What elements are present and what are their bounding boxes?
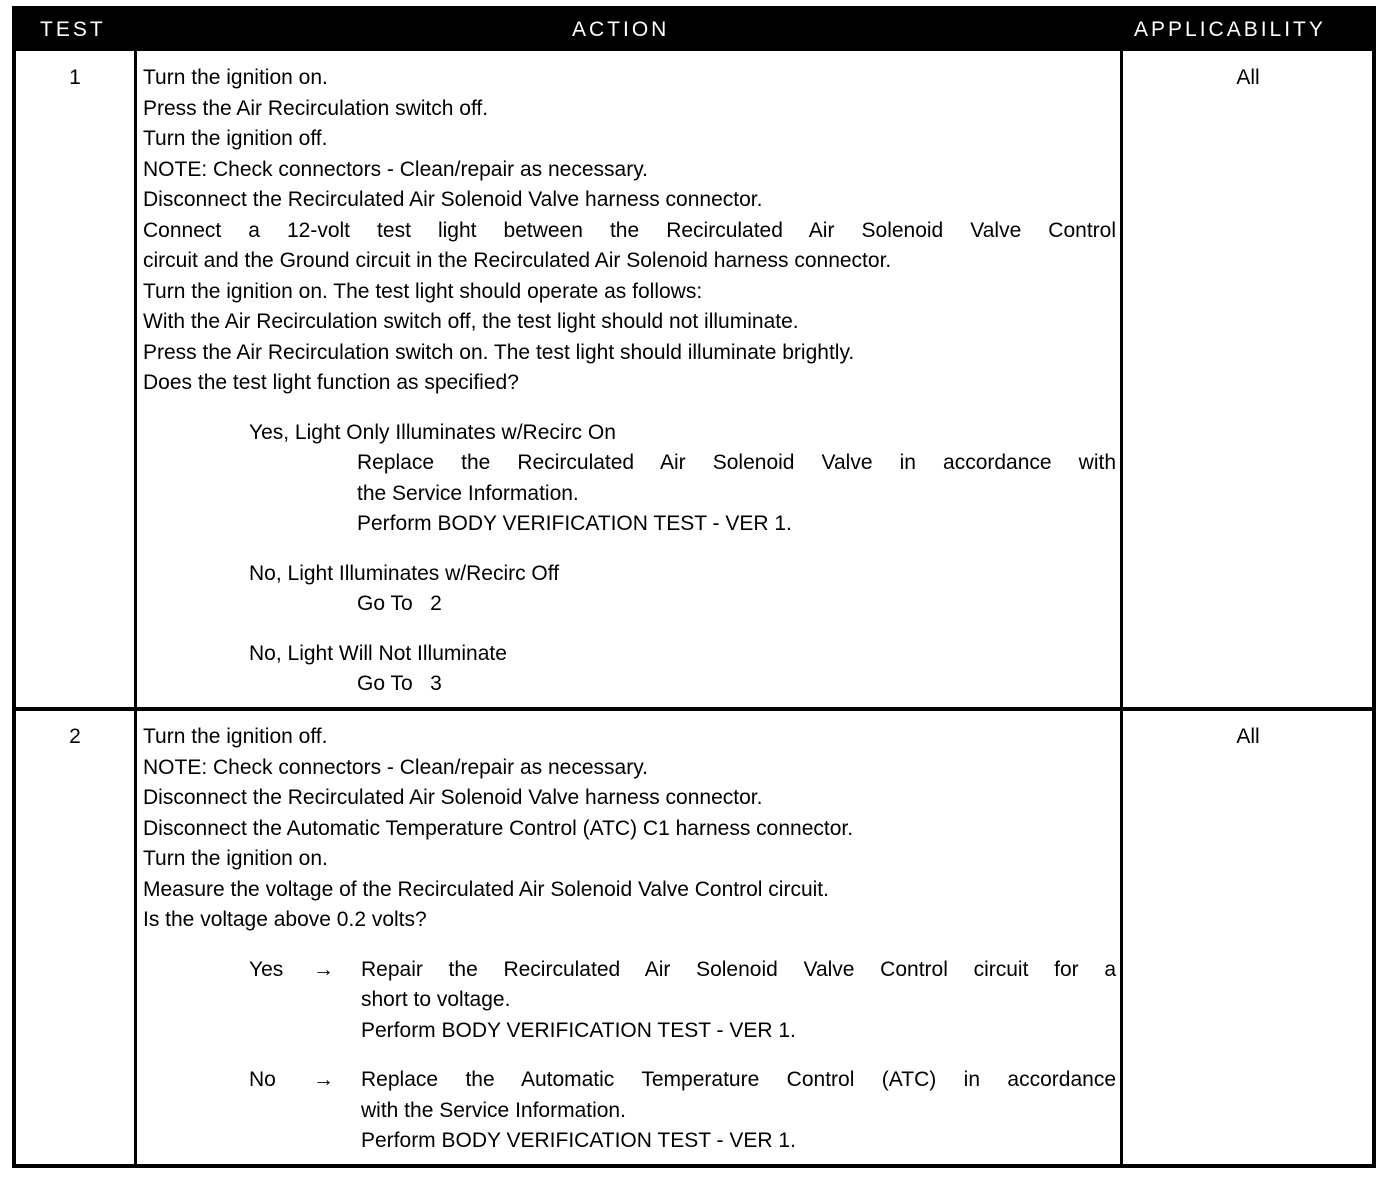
action-step: Does the test light function as specified? [143,371,519,394]
action-step: NOTE: Check connectors - Clean/repair as necessary. [143,755,648,779]
header-applicability: APPLICABILITY [1134,18,1326,41]
action-step: Turn the ignition on. [143,847,328,870]
applicability-value: All [1236,725,1260,748]
result-instruction: Replace the Recirculated Air Solenoid Valve in accordance with [357,451,1116,474]
result-row [143,1065,1116,1096]
result-option [143,639,1116,700]
result-label: No [249,1068,276,1091]
result-label: Yes, Light Only Illuminates w/Recirc On [249,420,616,444]
action-step: Connect a 12-volt test light between the Recirculated Air Solenoid Valve Control [143,218,1116,242]
action-step: circuit and the Ground circuit in the Recirculated Air Solenoid harness connector. [143,249,892,272]
result-instruction: with the Service Information. [361,1098,626,1122]
action-step: Disconnect the Recirculated Air Solenoid Valve harness connector. [143,786,763,809]
action-step: Press the Air Recirculation switch off. [143,96,489,120]
result-instruction: short to voltage. [361,988,511,1011]
action-cell [143,63,1116,700]
result-row [143,955,1116,986]
action-step: Turn the ignition on. [143,66,328,89]
result-label: No, Light Will Not Illuminate [249,641,507,665]
result-label: No, Light Illuminates w/Recirc Off [249,561,560,585]
applicability-value: All [1236,66,1260,89]
arrow-icon: → [313,957,334,981]
action-step: With the Air Recirculation switch off, the test light should not illuminate. [143,310,799,333]
diagnostic-test-table [12,6,1376,1168]
column-divider-applicability [1120,10,1123,1164]
column-divider-test [134,10,137,1164]
result-instruction: Perform BODY VERIFICATION TEST - VER 1. [361,1018,796,1042]
action-step: NOTE: Check connectors - Clean/repair as necessary. [143,157,648,181]
action-step: Turn the ignition off. [143,725,328,748]
action-step: Turn the ignition on. The test light should operate as follows: [143,279,703,303]
action-cell [143,722,1116,1157]
row-divider [16,707,1372,711]
result-instruction: Go To 2 [357,592,442,615]
action-step: Press the Air Recirculation switch on. The test light should illuminate brightly. [143,340,855,364]
result-instruction: Repair the Recirculated Air Solenoid Valve Control circuit for a [361,957,1116,981]
result-instruction: Replace the Automatic Temperature Control (ATC) in accordance [361,1068,1116,1091]
test-number: 2 [69,725,81,748]
action-step: Is the voltage above 0.2 volts? [143,908,427,931]
result-instruction: the Service Information. [357,481,579,505]
result-label: Yes [249,957,284,981]
result-instruction: Go To 3 [357,672,442,695]
table-header [16,10,1372,51]
result-option [143,1065,1116,1157]
result-option [143,418,1116,540]
result-instruction: Perform BODY VERIFICATION TEST - VER 1. [361,1129,796,1152]
action-step: Turn the ignition off. [143,127,328,150]
action-step: Measure the voltage of the Recirculated Air Solenoid Valve Control circuit. [143,877,829,901]
header-test: TEST [40,18,106,41]
header-action: ACTION [572,18,670,41]
result-option [143,559,1116,620]
action-step: Disconnect the Automatic Temperature Control (ATC) C1 harness connector. [143,816,854,840]
arrow-icon: → [313,1068,334,1091]
result-option [143,955,1116,1047]
test-number: 1 [69,66,81,89]
result-instruction: Perform BODY VERIFICATION TEST - VER 1. [357,512,792,535]
action-step: Disconnect the Recirculated Air Solenoid Valve harness connector. [143,188,763,211]
